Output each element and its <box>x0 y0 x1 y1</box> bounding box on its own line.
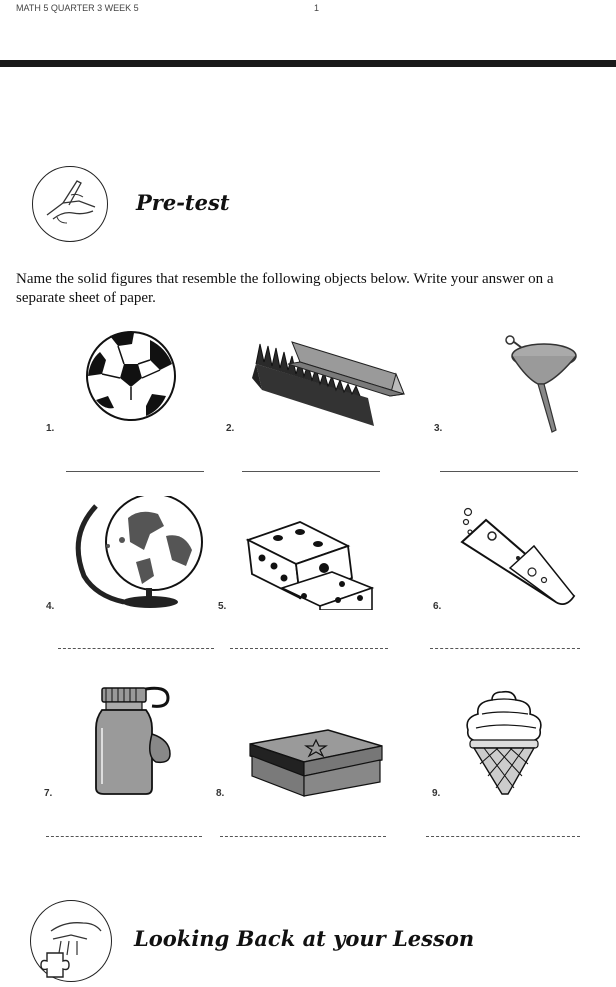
item-number-1: 1. <box>46 423 55 434</box>
ice-cream-cone-image <box>462 688 546 796</box>
answer-blank-4[interactable] <box>58 648 214 649</box>
page-number: 1 <box>314 3 320 13</box>
item-number-6: 6. <box>433 601 442 612</box>
item-number-8: 8. <box>216 788 225 799</box>
pretest-title: Pre-test <box>136 190 230 215</box>
answer-blank-1[interactable] <box>66 471 204 472</box>
answer-blank-3[interactable] <box>440 471 578 472</box>
dice-image <box>244 516 376 610</box>
header-title: MATH 5 QUARTER 3 WEEK 5 <box>16 3 139 13</box>
instructions: Name the solid figures that resemble the following objects below. Write your answer on a separate sheet of paper. <box>16 271 554 306</box>
answer-blank-7[interactable] <box>46 836 202 837</box>
item-number-3: 3. <box>434 423 443 434</box>
item-number-7: 7. <box>44 788 53 799</box>
item-number-2: 2. <box>226 423 235 434</box>
shoe-box-image <box>246 724 386 798</box>
item-number-4: 4. <box>46 601 55 612</box>
answer-blank-9[interactable] <box>426 836 580 837</box>
test-tube-image <box>456 506 578 608</box>
answer-blank-6[interactable] <box>430 648 580 649</box>
globe-image <box>66 496 206 610</box>
item-number-9: 9. <box>432 788 441 799</box>
hand-writing-icon <box>32 166 108 242</box>
hand-puzzle-icon <box>30 900 112 982</box>
soccer-ball-image <box>80 330 182 422</box>
answer-blank-2[interactable] <box>242 471 380 472</box>
answer-blank-5[interactable] <box>230 648 388 649</box>
item-number-5: 5. <box>218 601 227 612</box>
water-bottle-image <box>92 684 176 796</box>
answer-blank-8[interactable] <box>220 836 386 837</box>
looking-back-title: Looking Back at your Lesson <box>134 926 475 951</box>
header-rule <box>0 60 616 67</box>
triangular-prism-image <box>248 334 410 430</box>
funnel-image <box>496 334 582 434</box>
